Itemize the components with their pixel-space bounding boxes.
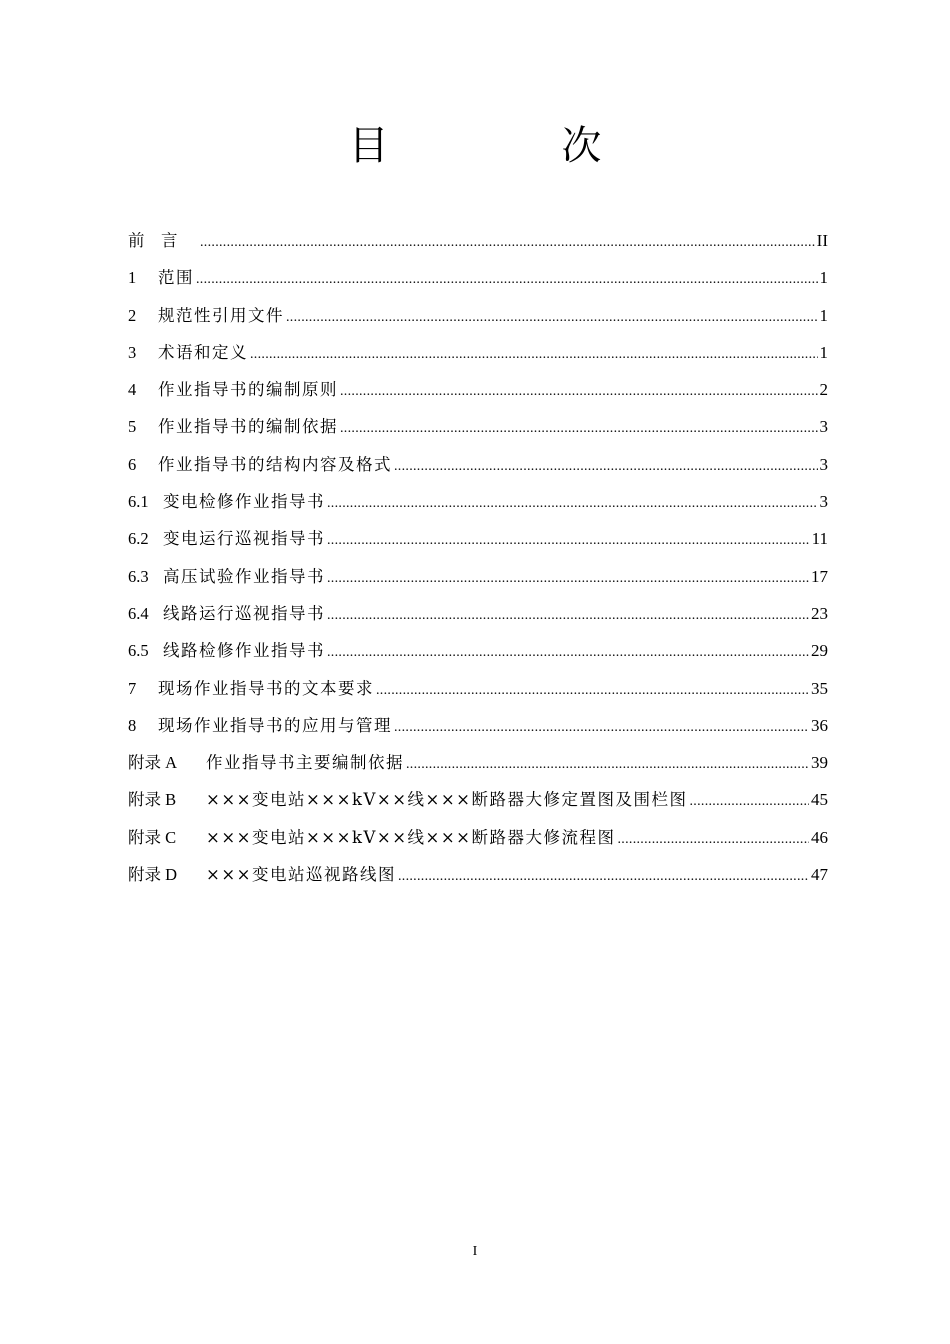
toc-entry-page: 1 xyxy=(819,268,828,288)
toc-entry-title: 作业指导书的编制原则 xyxy=(158,380,338,400)
toc-entry-label xyxy=(128,674,374,704)
toc-entry-number: 5 xyxy=(128,417,137,437)
toc-entry-label xyxy=(128,412,338,442)
toc-entry-label xyxy=(128,711,392,741)
toc-entry-label xyxy=(128,487,325,517)
toc-entry-label xyxy=(128,748,404,778)
toc-entry-page: 3 xyxy=(819,454,828,474)
toc-leader-dots xyxy=(327,638,809,668)
toc-entry-page: 45 xyxy=(811,790,828,810)
toc-entry-label xyxy=(128,636,325,666)
toc-entry-number: 附录 A xyxy=(128,753,178,773)
toc-leader-dots xyxy=(327,601,809,631)
toc-entry-3[interactable] xyxy=(128,338,828,375)
toc-entry-title: 范围 xyxy=(158,268,194,288)
toc-entry-title: ×××变电站×××kV××线×××断路器大修流程图 xyxy=(206,827,616,847)
toc-entry-5[interactable] xyxy=(128,412,828,449)
page-number-footer: I xyxy=(472,1244,478,1259)
toc-entry-preface[interactable] xyxy=(128,226,828,263)
toc-leader-dots xyxy=(327,489,818,519)
toc-entry-page: 29 xyxy=(811,641,828,661)
toc-entry-page: 11 xyxy=(811,529,828,549)
toc-entry-number: 附录 B xyxy=(128,790,177,810)
toc-entry-number: 6.3 xyxy=(128,566,149,586)
toc-entry-6-5[interactable] xyxy=(128,636,828,673)
toc-entry-label xyxy=(128,375,338,405)
toc-entry-8[interactable] xyxy=(128,711,828,748)
toc-entry-title: 作业指导书的编制依据 xyxy=(158,417,338,437)
toc-entry-7[interactable] xyxy=(128,674,828,711)
toc-entry-page: 47 xyxy=(811,865,828,885)
toc-entry-number: 6.5 xyxy=(128,641,149,661)
toc-entry-appendix-d[interactable] xyxy=(128,860,828,897)
toc-entry-title: ×××变电站巡视路线图 xyxy=(206,865,396,885)
toc-leader-dots xyxy=(340,377,818,407)
toc-entry-page: 23 xyxy=(811,603,828,623)
toc-entry-appendix-a[interactable] xyxy=(128,748,828,785)
toc-leader-dots xyxy=(200,228,815,258)
toc-entry-label xyxy=(128,450,392,480)
toc-entry-title: 作业指导书的结构内容及格式 xyxy=(158,454,392,474)
toc-entry-label xyxy=(128,263,194,293)
toc-entry-number: 6.1 xyxy=(128,492,149,512)
table-of-contents xyxy=(128,226,828,897)
toc-entry-2[interactable] xyxy=(128,301,828,338)
toc-entry-page: 36 xyxy=(811,715,828,735)
toc-entry-title: 变电检修作业指导书 xyxy=(163,492,325,512)
toc-entry-title: 规范性引用文件 xyxy=(158,305,284,325)
toc-leader-dots xyxy=(394,713,809,743)
toc-entry-title: 高压试验作业指导书 xyxy=(163,566,325,586)
toc-entry-1[interactable] xyxy=(128,263,828,300)
toc-entry-label xyxy=(128,562,325,592)
toc-leader-dots xyxy=(394,452,818,482)
toc-entry-page: 46 xyxy=(811,827,828,847)
toc-leader-dots xyxy=(286,303,818,333)
toc-entry-label xyxy=(128,785,688,815)
toc-entry-number: 3 xyxy=(128,342,137,362)
toc-entry-label xyxy=(128,226,198,256)
toc-entry-label xyxy=(128,524,325,554)
toc-entry-4[interactable] xyxy=(128,375,828,412)
toc-entry-label xyxy=(128,599,325,629)
toc-entry-number: 6.4 xyxy=(128,603,149,623)
toc-entry-page: 3 xyxy=(819,492,828,512)
toc-entry-number: 6 xyxy=(128,454,137,474)
toc-entry-number: 1 xyxy=(128,268,137,288)
toc-entry-appendix-c[interactable] xyxy=(128,823,828,860)
toc-leader-dots xyxy=(250,340,818,370)
toc-leader-dots xyxy=(618,825,810,855)
toc-entry-page: 1 xyxy=(819,342,828,362)
toc-entry-page: 17 xyxy=(811,566,828,586)
toc-leader-dots xyxy=(340,414,818,444)
toc-entry-6[interactable] xyxy=(128,450,828,487)
toc-entry-6-2[interactable] xyxy=(128,524,828,561)
toc-entry-page: 1 xyxy=(819,305,828,325)
toc-entry-title: ×××变电站×××kV××线×××断路器大修定置图及围栏图 xyxy=(206,790,688,810)
toc-entry-label xyxy=(128,338,248,368)
toc-entry-appendix-b[interactable] xyxy=(128,785,828,822)
toc-entry-title: 作业指导书主要编制依据 xyxy=(206,753,404,773)
toc-entry-6-1[interactable] xyxy=(128,487,828,524)
toc-entry-title: 术语和定义 xyxy=(158,342,248,362)
toc-entry-title: 现场作业指导书的应用与管理 xyxy=(158,715,392,735)
toc-entry-number: 前 言 xyxy=(128,231,178,250)
toc-entry-6-3[interactable] xyxy=(128,562,828,599)
toc-entry-number: 附录 D xyxy=(128,865,178,885)
toc-leader-dots xyxy=(327,526,810,556)
toc-entry-number: 6.2 xyxy=(128,529,149,549)
page-title: 目 次 xyxy=(348,123,682,169)
toc-entry-page: 35 xyxy=(811,678,828,698)
toc-entry-label xyxy=(128,823,616,853)
toc-entry-label xyxy=(128,301,284,331)
toc-entry-number: 7 xyxy=(128,678,137,698)
toc-leader-dots xyxy=(196,265,818,295)
toc-entry-number: 2 xyxy=(128,305,137,325)
toc-entry-title: 线路运行巡视指导书 xyxy=(163,603,325,623)
toc-entry-number: 8 xyxy=(128,715,137,735)
toc-entry-label xyxy=(128,860,396,890)
toc-entry-number: 4 xyxy=(128,380,137,400)
toc-entry-number: 附录 C xyxy=(128,827,177,847)
toc-entry-page: 3 xyxy=(819,417,828,437)
toc-entry-title: 变电运行巡视指导书 xyxy=(163,529,325,549)
toc-entry-page: 2 xyxy=(819,380,828,400)
toc-leader-dots xyxy=(690,787,810,817)
toc-entry-page: 39 xyxy=(811,753,828,773)
toc-leader-dots xyxy=(406,750,809,780)
toc-leader-dots xyxy=(398,862,809,892)
toc-entry-title: 线路检修作业指导书 xyxy=(163,641,325,661)
toc-entry-6-4[interactable] xyxy=(128,599,828,636)
toc-leader-dots xyxy=(376,676,809,706)
toc-entry-page: II xyxy=(816,231,828,250)
toc-leader-dots xyxy=(327,564,809,594)
toc-entry-title: 现场作业指导书的文本要求 xyxy=(158,678,374,698)
